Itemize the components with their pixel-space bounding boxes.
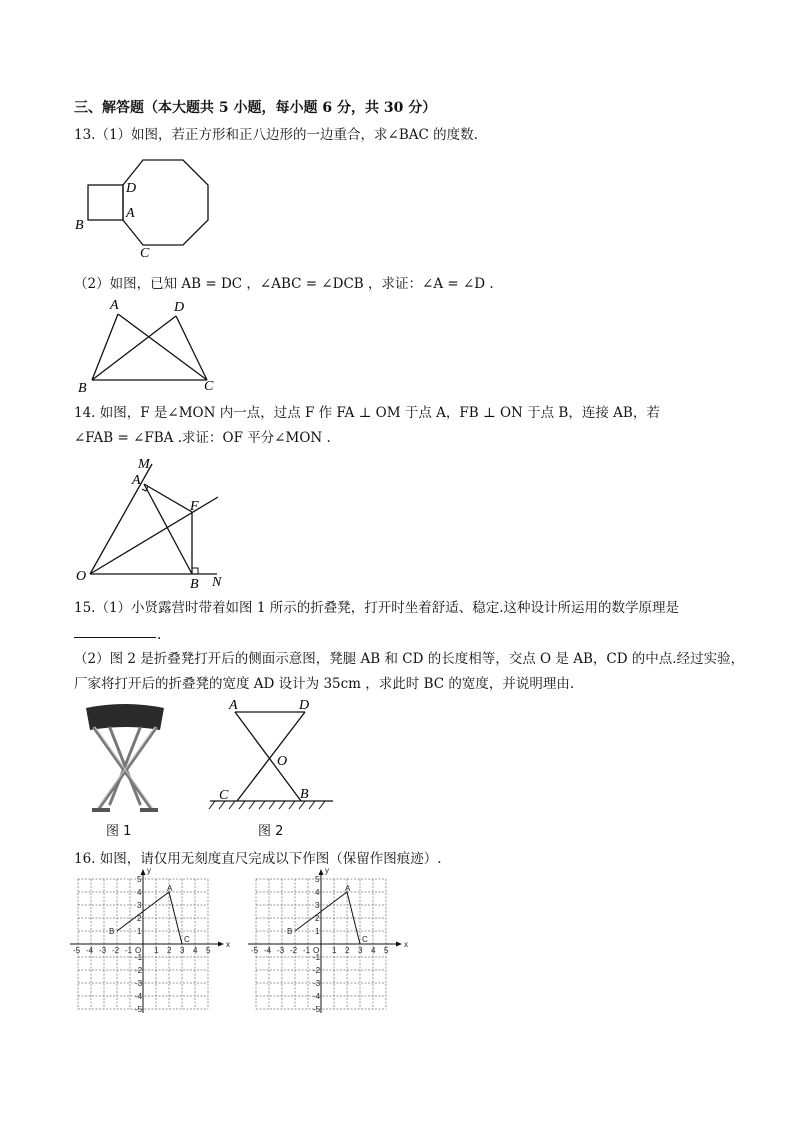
x-tick-label: -1 bbox=[125, 946, 133, 955]
y-tick-label: 4 bbox=[315, 888, 320, 897]
stool-seat bbox=[86, 704, 164, 730]
stool-side-diagram bbox=[205, 695, 340, 820]
point-A-label: A bbox=[167, 884, 173, 893]
x-tick-label: -3 bbox=[277, 946, 285, 955]
y-tick-label: 2 bbox=[137, 914, 142, 923]
label-B: B bbox=[190, 577, 199, 592]
q15-line2: （2）图 2 是折叠凳打开后的侧面示意图，凳腿 AB 和 CD 的长度相等，交点 O 是 AB，CD 的中点.经过实验， bbox=[74, 651, 745, 667]
y-tick-label: -4 bbox=[313, 992, 321, 1001]
label-M: M bbox=[138, 457, 150, 472]
x-tick-label: -2 bbox=[112, 946, 120, 955]
x-tick-label: -5 bbox=[73, 946, 81, 955]
x-tick-label: 1 bbox=[332, 946, 337, 955]
x-tick-label: -1 bbox=[303, 946, 311, 955]
x-tick-label: -4 bbox=[86, 946, 94, 955]
x-tick-label: -3 bbox=[99, 946, 107, 955]
origin-label: O bbox=[313, 946, 320, 955]
x-tick-label: 2 bbox=[345, 946, 350, 955]
x-tick-label: 4 bbox=[193, 946, 198, 955]
label-C: C bbox=[140, 246, 150, 261]
y-tick-label: 2 bbox=[315, 914, 320, 923]
label-F: F bbox=[190, 499, 199, 514]
q13-part2-text: （2）如图，已知 AB = DC ，∠ABC = ∠DCB ，求证：∠A = ∠D . bbox=[74, 276, 494, 292]
point-C-label: C bbox=[184, 935, 190, 944]
label-A: A bbox=[132, 473, 141, 488]
point-C-label: C bbox=[362, 935, 368, 944]
y-tick-label: 5 bbox=[137, 875, 142, 884]
q14-line2: ∠FAB = ∠FBA .求证：OF 平分∠MON . bbox=[74, 430, 331, 446]
y-tick-label: -5 bbox=[135, 1005, 143, 1014]
label-O: O bbox=[76, 569, 87, 584]
x-tick-label: 1 bbox=[154, 946, 159, 955]
point-A-label: A bbox=[345, 884, 351, 893]
origin-label: O bbox=[135, 946, 142, 955]
label-D: D bbox=[126, 181, 137, 196]
y-tick-label: -4 bbox=[135, 992, 143, 1001]
y-tick-label: -3 bbox=[135, 979, 143, 988]
square-shape bbox=[88, 185, 123, 220]
x-axis-label: x bbox=[226, 940, 230, 949]
point-B-label: B bbox=[287, 927, 293, 936]
label-C: C bbox=[204, 379, 214, 394]
x-tick-label: 3 bbox=[358, 946, 363, 955]
y-tick-label: 3 bbox=[137, 901, 142, 910]
label-O: O bbox=[277, 754, 288, 769]
label-B: B bbox=[78, 381, 87, 396]
point-B-label: B bbox=[109, 927, 115, 936]
y-tick-label: 1 bbox=[137, 927, 142, 936]
label-D: D bbox=[174, 300, 185, 315]
q15-line1: 15.（1）小贤露营时带着如图 1 所示的折叠凳，打开时坐着舒适、稳定.这种设计所运用的数学原理是 bbox=[74, 600, 680, 616]
octagon-shape bbox=[123, 160, 208, 245]
label-A: A bbox=[229, 698, 238, 713]
x-tick-label: 2 bbox=[167, 946, 172, 955]
coordinate-grid-right bbox=[251, 866, 416, 1014]
fig1-caption: 图 1 bbox=[106, 824, 132, 839]
label-B: B bbox=[75, 218, 84, 233]
q13-part1-text: 13.（1）如图，若正方形和正八边形的一边重合，求∠BAC 的度数. bbox=[74, 127, 478, 143]
y-axis-label: y bbox=[147, 866, 151, 875]
x-tick-label: -2 bbox=[290, 946, 298, 955]
q13-figure-square-octagon bbox=[70, 155, 220, 263]
q15-line3: 厂家将打开后的折叠凳的宽度 AD 设计为 35cm ，求此时 BC 的宽度，并说明理由. bbox=[74, 676, 575, 692]
label-B: B bbox=[300, 787, 309, 802]
x-tick-label: 5 bbox=[206, 946, 211, 955]
q15-blank-end: . bbox=[157, 627, 162, 643]
x-tick-label: 3 bbox=[180, 946, 185, 955]
coordinate-grid-left bbox=[73, 866, 238, 1014]
x-tick-label: 5 bbox=[384, 946, 389, 955]
q13-figure-two-triangles bbox=[72, 296, 222, 396]
y-tick-label: 5 bbox=[315, 875, 320, 884]
y-axis-label: y bbox=[325, 866, 329, 875]
y-tick-label: 3 bbox=[315, 901, 320, 910]
y-tick-label: -1 bbox=[313, 953, 321, 962]
y-tick-label: -2 bbox=[135, 966, 143, 975]
label-N: N bbox=[212, 575, 222, 590]
section-title: 三、解答题（本大题共 5 小题，每小题 6 分，共 30 分） bbox=[74, 100, 437, 116]
y-tick-label: -1 bbox=[135, 953, 143, 962]
fig2-caption: 图 2 bbox=[258, 824, 284, 839]
q15-answer-blank[interactable] bbox=[74, 637, 156, 638]
y-tick-label: -3 bbox=[313, 979, 321, 988]
x-tick-label: 4 bbox=[371, 946, 376, 955]
y-tick-label: -5 bbox=[313, 1005, 321, 1014]
q16-line1: 16. 如图，请仅用无刻度直尺完成以下作图（保留作图痕迹）. bbox=[74, 851, 442, 867]
folding-stool-photo bbox=[80, 700, 170, 820]
q14-line1: 14. 如图，F 是∠MON 内一点，过点 F 作 FA ⊥ OM 于点 A，FB ⊥ ON 于点 B，连接 AB，若 bbox=[74, 405, 660, 421]
x-tick-label: -5 bbox=[251, 946, 259, 955]
y-tick-label: 1 bbox=[315, 927, 320, 936]
x-tick-label: -4 bbox=[264, 946, 272, 955]
label-A: A bbox=[126, 206, 135, 221]
label-D: D bbox=[299, 698, 310, 713]
y-tick-label: 4 bbox=[137, 888, 142, 897]
label-A: A bbox=[110, 298, 119, 313]
label-C: C bbox=[219, 788, 229, 803]
q14-figure-angle-bisector bbox=[72, 452, 242, 592]
y-tick-label: -2 bbox=[313, 966, 321, 975]
x-axis-label: x bbox=[404, 940, 408, 949]
